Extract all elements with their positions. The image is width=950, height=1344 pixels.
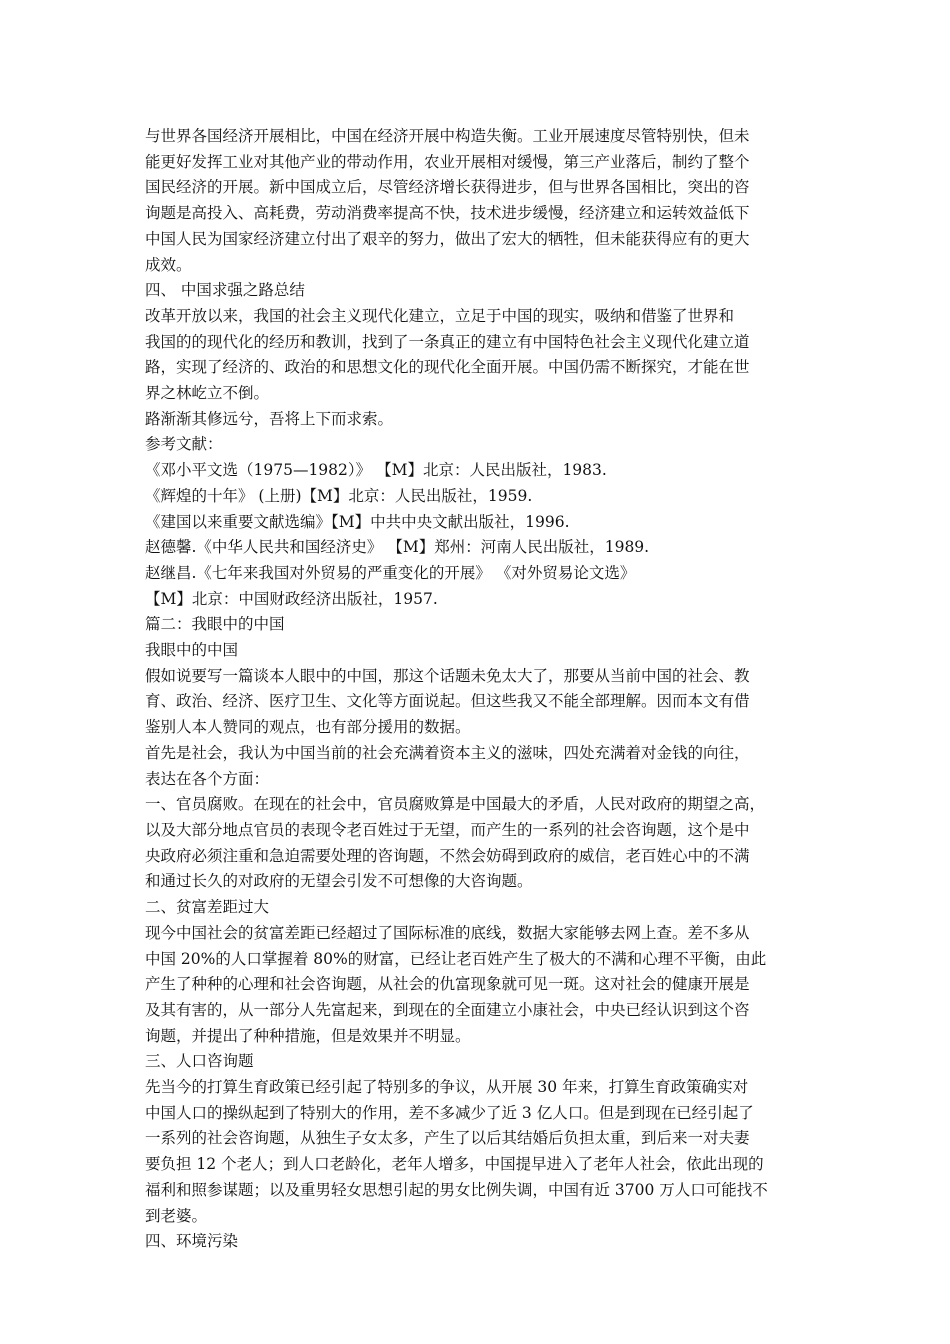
text-line: 能更好发挥工业对其他产业的带动作用，农业开展相对缓慢，第三产业落后，制约了整个 <box>145 152 750 171</box>
text-line: 与世界各国经济开展相比，中国在经济开展中构造失衡。工业开展速度尽管特别快，但未 <box>145 127 750 145</box>
text-line: 三、人口咨询题 <box>145 1052 254 1071</box>
text-line: 《建国以来重要文献选编》【M】中共中央文献出版社，1996. <box>145 512 570 531</box>
text-line: 成效。 <box>145 255 192 274</box>
text-line: 询题，并提出了种种措施，但是效果并不明显。 <box>145 1026 471 1045</box>
text-line: 【M】北京：中国财政经济出版社，1957. <box>145 589 438 608</box>
text-line: 育、政治、经济、医疗卫生、文化等方面说起。但这些我又不能全部理解。因而本文有借 <box>145 692 750 711</box>
text-line: 询题是高投入、高耗费，劳动消费率提高不快，技术进步缓慢，经济建立和运转效益低下 <box>145 204 750 223</box>
text-line: 我眼中的中国 <box>145 641 239 660</box>
text-line: 和通过长久的对政府的无望会引发不可想像的大咨询题。 <box>145 872 533 891</box>
text-line: 路，实现了经济的、政治的和思想文化的现代化全面开展。中国仍需不断探究，才能在世 <box>145 358 750 377</box>
text-line: 一、官员腐败。在现在的社会中，官员腐败算是中国最大的矛盾，人民对政府的期望之高， <box>145 795 766 814</box>
text-line: 赵德馨.《中华人民共和国经济史》 【M】郑州：河南人民出版社，1989. <box>145 538 650 557</box>
text-line: 表达在各个方面： <box>145 769 270 788</box>
text-line: 先当今的打算生育政策已经引起了特别多的争议，从开展 30 年来，打算生育政策确实对 <box>145 1078 749 1097</box>
text-line: 及其有害的，从一部分人先富起来，到现在的全面建立小康社会，中央已经认识到这个咨 <box>145 1000 750 1019</box>
text-line: 二、贫富差距过大 <box>145 898 270 917</box>
text-line: 路渐渐其修远兮，吾将上下而求索。 <box>145 409 394 428</box>
text-line: 福利和照参谋题；以及重男轻女思想引起的男女比例失调，中国有近 3700 万人口可能找不 <box>145 1180 768 1199</box>
text-line: 改革开放以来，我国的社会主义现代化建立，立足于中国的现实，吸纳和借鉴了世界和 <box>145 306 735 325</box>
text-line: 假如说要写一篇谈本人眼中的中国，那这个话题未免太大了，那要从当前中国的社会、教 <box>145 666 750 685</box>
text-line: 中国 20%的人口掌握着 80%的财富，已经让老百姓产生了极大的不满和心理不平衡，由此 <box>145 949 767 968</box>
text-line: 四、 中国求强之路总结 <box>145 281 305 300</box>
text-line: 篇二：我眼中的中国 <box>145 615 285 634</box>
text-line: 赵继昌.《七年来我国对外贸易的严重变化的开展》 《对外贸易论文选》 <box>145 563 636 582</box>
text-line: 参考文献： <box>145 435 223 454</box>
text-line: 以及大部分地点官员的表现令老百姓过于无望，而产生的一系列的社会咨询题，这个是中 <box>145 820 750 839</box>
document-body <box>145 124 815 1255</box>
text-line: 界之林屹立不倒。 <box>145 384 270 403</box>
text-line: 中国人民为国家经济建立付出了艰辛的努力，做出了宏大的牺牲，但未能获得应有的更大 <box>145 229 750 248</box>
text-line: 要负担 12 个老人；到人口老龄化，老年人增多，中国提早进入了老年人社会，依此出现的 <box>145 1155 764 1174</box>
text-line: 央政府必须注重和急迫需要处理的咨询题，不然会妨碍到政府的威信，老百姓心中的不满 <box>145 846 750 865</box>
text-line: 国民经济的开展。新中国成立后，尽管经济增长获得进步，但与世界各国相比，突出的咨 <box>145 178 750 197</box>
text-line: 《邓小平文选（1975—1982）》 【M】北京：人民出版社，1983. <box>145 461 607 480</box>
text-line: 到老婆。 <box>145 1206 208 1225</box>
text-line: 产生了种种的心理和社会咨询题，从社会的仇富现象就可见一斑。这对社会的健康开展是 <box>145 975 750 994</box>
text-line: 《辉煌的十年》 (上册)【M】北京：人民出版社，1959. <box>145 486 533 505</box>
text-line: 现今中国社会的贫富差距已经超过了国际标准的底线，数据大家能够去网上查。差不多从 <box>145 923 750 942</box>
text-line: 一系列的社会咨询题，从独生子女太多，产生了以后其结婚后负担太重，到后来一对夫妻 <box>145 1129 750 1148</box>
text-line: 中国人口的操纵起到了特别大的作用，差不多减少了近 3 亿人口。但是到现在已经引起了 <box>145 1103 754 1122</box>
text-line: 四、环境污染 <box>145 1232 239 1251</box>
text-line: 鉴别人本人赞同的观点，也有部分援用的数据。 <box>145 718 471 737</box>
text-line: 我国的的现代化的经历和教训，找到了一条真正的建立有中国特色社会主义现代化建立道 <box>145 332 750 351</box>
text-line: 首先是社会，我认为中国当前的社会充满着资本主义的滋味，四处充满着对金钱的向往， <box>145 743 750 762</box>
